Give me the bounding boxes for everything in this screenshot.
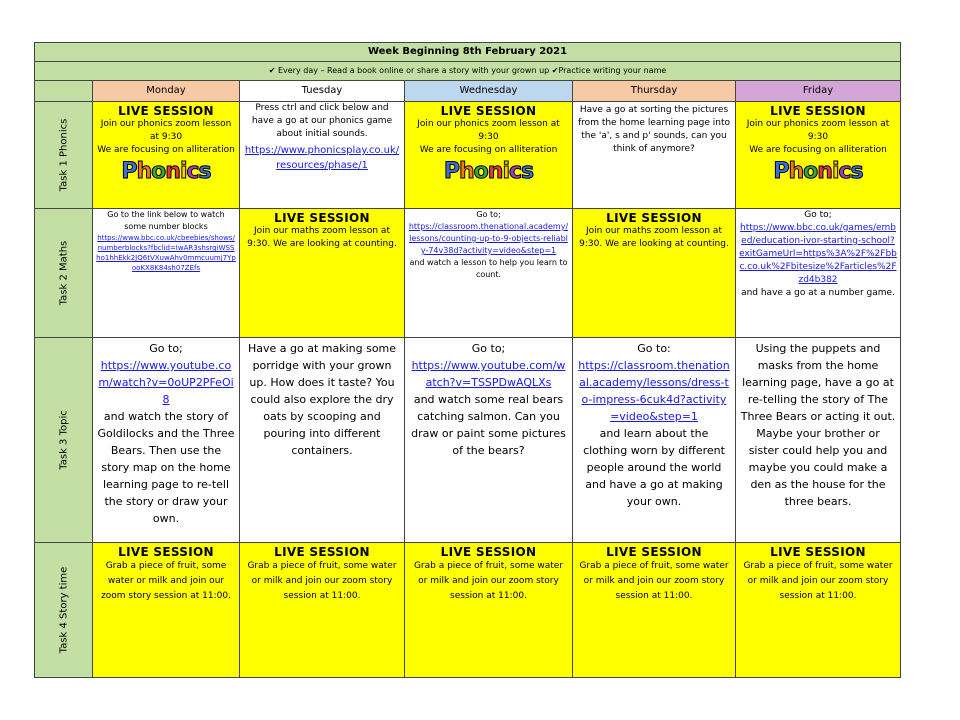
maths-wednesday <box>405 209 573 338</box>
maths-live-text: Join our maths zoom lesson at 9:30. We are looking at counting. <box>247 226 397 249</box>
task-label-topic: Task 3 Topic <box>35 338 93 543</box>
day-thursday: Thursday <box>573 81 736 102</box>
timetable <box>34 42 901 678</box>
maths-live-text: Join our maths zoom lesson at 9:30. We are looking at counting. <box>579 226 729 249</box>
story-monday <box>93 543 240 678</box>
phonics-tuesday <box>240 102 405 209</box>
day-monday: Monday <box>93 81 240 102</box>
day-wednesday: Wednesday <box>405 81 573 102</box>
bears-salmon-link[interactable]: https://www.youtube.com/watch?v=TSSPDwAQLXs <box>411 359 566 389</box>
day-friday: Friday <box>736 81 901 102</box>
phonics-focus-text: We are focusing on alliteration <box>419 145 558 155</box>
day-tuesday: Tuesday <box>240 81 405 102</box>
story-friday <box>736 543 901 678</box>
topic-monday <box>93 338 240 543</box>
live-session-heading: LIVE SESSION <box>440 104 537 118</box>
phonics-live-text: Join our phonics zoom lesson at 9:30 <box>746 119 890 142</box>
daily-note: ✔ Every day – Read a book online or share a story with your grown up ✔Practice writing your name <box>35 62 901 81</box>
topic-wednesday-go: Go to; <box>471 342 506 355</box>
live-session-heading: LIVE SESSION <box>440 545 537 559</box>
numberblocks-link[interactable]: https://www.bbc.co.uk/cbeebies/shows/numberblocks?fbclid=IwAR3shsrgiWSSho1hhEkk2JQ6tVXuwAhv0mmcuumj7YpooKX8K84sh07ZEfs <box>96 234 236 272</box>
topic-wednesday-text: and watch some real bears catching salmon. Can you draw or paint some pictures of the bears? <box>411 393 566 457</box>
story-text: Grab a piece of fruit, some water or milk and join our zoom story session at 11:00. <box>101 561 231 601</box>
live-session-heading: LIVE SESSION <box>274 211 370 225</box>
story-text: Grab a piece of fruit, some water or milk and join our zoom story session at 11:00. <box>413 561 564 601</box>
maths-friday <box>736 209 901 338</box>
live-session-heading: LIVE SESSION <box>770 545 866 559</box>
task-label-phonics: Task 1 Phonics <box>35 102 93 209</box>
maths-friday-text: and have a go at a number game. <box>741 288 895 298</box>
dress-to-impress-link[interactable]: https://classroom.thenational.academy/lessons/dress-to-impress-6cuk4d?activity=video&step=1 <box>578 359 730 423</box>
topic-tuesday <box>240 338 405 543</box>
phonics-wednesday <box>405 102 573 209</box>
corner-cell <box>35 81 93 102</box>
live-session-heading: LIVE SESSION <box>118 545 214 559</box>
phonics-focus-text: We are focusing on alliteration <box>749 145 887 155</box>
live-session-heading: LIVE SESSION <box>274 545 370 559</box>
topic-friday-text: Using the puppets and masks from the home learning page, have a go at re-telling the story of The Three Bears or acting it out. Maybe your brother or sister could help you and maybe you could make a den as the house for the three bears. <box>740 342 896 508</box>
phonics-thursday <box>573 102 736 209</box>
maths-wednesday-text: and watch a lesson to help you learn to count. <box>409 258 568 279</box>
topic-monday-go: Go to; <box>149 342 183 355</box>
bbc-game-link[interactable]: https://www.bbc.co.uk/games/embed/education-ivor-starting-school?exitGameUrl=https%3A%2F%2Fbbc.co.uk%2Fbitesize%2Farticles%2Fzd4b382 <box>739 223 897 285</box>
story-wednesday <box>405 543 573 678</box>
topic-tuesday-text: Have a go at making some porridge with your grown up. How does it taste? You could also explore the dry oats by scooping and pouring into different containers. <box>247 342 397 457</box>
topic-friday <box>736 338 901 543</box>
week-title: Week Beginning 8th February 2021 <box>35 43 901 62</box>
phonics-logo: Phonics <box>121 159 211 184</box>
phonics-tuesday-text: Press ctrl and click below and have a go at our phonics game about initial sounds. <box>251 103 393 139</box>
task-label-story: Task 4 Story time <box>35 543 93 678</box>
topic-thursday-text: and learn about the clothing worn by different people around the world and have a go at making your own. <box>583 427 725 508</box>
phonics-live-text: Join our phonics zoom lesson at 9:30 <box>100 119 232 142</box>
live-session-heading: LIVE SESSION <box>770 104 866 118</box>
oak-counting-link[interactable]: https://classroom.thenational.academy/lessons/counting-up-to-9-objects-reliably-74v38d?activity=video&step=1 <box>408 222 569 255</box>
phonics-thursday-text: Have a go at sorting the pictures from the home learning page into the 'a', s and p' sounds, can you think of anymore? <box>578 105 730 154</box>
topic-thursday <box>573 338 736 543</box>
maths-monday <box>93 209 240 338</box>
phonicsplay-link[interactable]: https://www.phonicsplay.co.uk/resources/phase/1 <box>244 145 400 171</box>
maths-tuesday <box>240 209 405 338</box>
phonics-focus-text: We are focusing on alliteration <box>97 145 235 155</box>
phonics-live-text: Join our phonics zoom lesson at 9:30 <box>417 119 560 142</box>
topic-thursday-go: Go to: <box>637 342 671 355</box>
topic-wednesday <box>405 338 573 543</box>
maths-wednesday-go: Go to; <box>476 210 501 219</box>
phonics-logo: Phonics <box>773 159 863 184</box>
live-session-heading: LIVE SESSION <box>606 545 702 559</box>
maths-monday-text: Go to the link below to watch some number blocks <box>107 210 225 231</box>
phonics-friday <box>736 102 901 209</box>
phonics-monday <box>93 102 240 209</box>
live-session-heading: LIVE SESSION <box>606 211 702 225</box>
task-label-maths: Task 2 Maths <box>35 209 93 338</box>
phonics-logo: Phonics <box>443 159 534 184</box>
goldilocks-link[interactable]: https://www.youtube.com/watch?v=0oUP2PFeOi8 <box>98 359 234 406</box>
story-text: Grab a piece of fruit, some water or milk and join our zoom story session at 11:00. <box>579 561 729 601</box>
story-tuesday <box>240 543 405 678</box>
story-thursday <box>573 543 736 678</box>
story-text: Grab a piece of fruit, some water or milk and join our zoom story session at 11:00. <box>247 561 397 601</box>
live-session-heading: LIVE SESSION <box>118 104 214 118</box>
story-text: Grab a piece of fruit, some water or milk and join our zoom story session at 11:00. <box>743 561 893 601</box>
topic-monday-text: and watch the story of Goldilocks and the Three Bears. Then use the story map on the home learning page to re-tell the story or draw your own. <box>97 410 235 525</box>
maths-friday-go: Go to; <box>804 210 832 220</box>
maths-thursday <box>573 209 736 338</box>
